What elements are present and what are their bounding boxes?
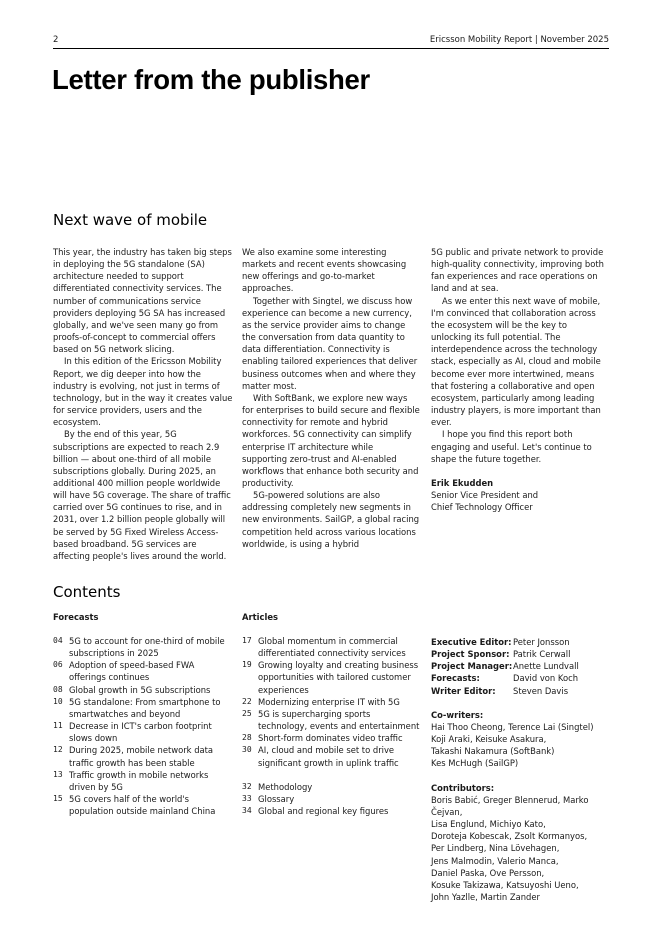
letter-paragraph: In this edition of the Ericsson Mobility Report, we dig deeper into how the industry is evolving, not just in terms of technology, but in the way it creates value for service providers, users and the ecosystem. xyxy=(53,356,233,428)
toc-item[interactable] xyxy=(242,793,422,805)
contributor-line: Boris Babić, Greger Blennerud, Marko Čejvan, xyxy=(431,794,589,817)
toc-title: 5G is supercharging sports technology, events and entertainment xyxy=(258,708,420,732)
credit-name: Anette Lundvall xyxy=(513,661,579,672)
toc-item[interactable] xyxy=(53,684,231,696)
toc-page-number: 13 xyxy=(53,769,63,779)
toc-page-number: 30 xyxy=(242,745,252,755)
forecasts-list xyxy=(53,635,231,817)
toc-title: 5G to account for one-third of mobile subscriptions in 2025 xyxy=(69,636,225,659)
toc-page-number: 33 xyxy=(242,793,252,803)
contributor-line: Doroteja Kobescak, Zsolt Kormanyos, xyxy=(431,831,588,842)
signature-name: Erik Ekudden xyxy=(431,477,494,488)
toc-item[interactable] xyxy=(242,781,422,793)
letter-paragraph: 5G public and private network to provide high-quality connectivity, improving both fan experiences and race operations on land and at sea. xyxy=(431,247,604,294)
letter-column-1 xyxy=(53,246,233,562)
toc-page-number: 17 xyxy=(242,636,252,645)
letter-paragraph: By the end of this year, 5G subscriptions are expected to reach 2.9 billion — about one-third of all mobile subscriptions globally. During 2025, an additional 400 million people worldwide will have 5G coverage. The share of traffic carried over 5G continues to rise, and in 2031, over 1.2 billion people globally will be served by 5G Fixed Wireless Access-based broadband. 5G services are affecting people's lives around the world. xyxy=(53,429,231,561)
toc-title: Modernizing enterprise IT with 5G xyxy=(258,696,400,707)
credit-row xyxy=(431,636,621,648)
header-divider xyxy=(53,48,609,49)
credit-row xyxy=(431,685,621,697)
page-title: Letter from the publisher xyxy=(52,64,370,95)
contributor-line: Jens Malmodin, Valerio Manca, xyxy=(431,855,559,866)
contents-heading: Contents xyxy=(53,583,121,601)
toc-page-number: 28 xyxy=(242,733,252,743)
toc-page-number: 22 xyxy=(242,696,252,706)
credit-row xyxy=(431,660,621,672)
credit-role: Project Manager: xyxy=(431,661,513,672)
toc-spacer xyxy=(242,769,422,781)
toc-item[interactable] xyxy=(53,659,231,683)
toc-item[interactable] xyxy=(53,769,231,793)
letter-paragraph: 5G-powered solutions are also addressing completely new segments in new environments. SailGP, a global racing competition held across various locations worldwide, is using a hybrid xyxy=(242,490,420,549)
cowriter-line: Koji Araki, Keisuke Asakura, xyxy=(431,734,547,745)
letter-paragraph: This year, the industry has taken big steps in deploying the 5G standalone (SA) architecture needed to support differentiated connectivity services. The number of communications service providers deploying 5G SA has increased globally, and we've seen many go from proofs-of-concept to commercial offers based on 5G network slicing. xyxy=(53,247,232,355)
toc-title: During 2025, mobile network data traffic growth has been stable xyxy=(69,745,214,768)
toc-title: 5G covers half of the world's population outside mainland China xyxy=(69,794,216,817)
letter-paragraph: I hope you find this report both engaging and useful. Let's continue to shape the future together. xyxy=(431,429,592,464)
letter-paragraph: With SoftBank, we explore new ways for enterprises to build secure and flexible connectivity for remote and hybrid workforces. 5G connectivity can simplify enterprise IT architecture while supporting zero-trust and AI-enabled workflows that enhance both security and productivity. xyxy=(242,392,420,488)
letter-heading: Next wave of mobile xyxy=(53,211,208,229)
cowriter-line: Hai Thoo Cheong, Terence Lai (Singtel) xyxy=(431,721,594,732)
cowriter-line: Kes McHugh (SailGP) xyxy=(431,758,519,769)
letter-column-2 xyxy=(242,246,420,550)
articles-list xyxy=(242,635,422,817)
cowriters-heading: Co-writers: xyxy=(431,709,484,720)
contributor-line: Daniel Paska, Ove Persson, xyxy=(431,867,545,878)
credit-row xyxy=(431,648,621,660)
forecasts-section xyxy=(53,612,231,817)
toc-page-number: 04 xyxy=(53,636,63,645)
toc-item[interactable] xyxy=(242,708,422,732)
toc-page-number: 25 xyxy=(242,708,252,718)
toc-title: Glossary xyxy=(258,793,295,804)
letter-column-3 xyxy=(431,246,609,513)
credit-name: Peter Jonsson xyxy=(513,637,570,647)
toc-item[interactable] xyxy=(53,744,231,768)
credit-name: Patrik Cerwall xyxy=(513,649,571,660)
contributor-line: Lisa Englund, Michiyo Kato, xyxy=(431,819,546,830)
toc-page-number: 15 xyxy=(53,794,63,804)
toc-title: Global and regional key figures xyxy=(258,806,389,817)
contributor-line: Per Lindberg, Nina Lövehagen, xyxy=(431,843,560,854)
letter-paragraph: We also examine some interesting markets and recent events showcasing new offerings and go-to-market approaches. xyxy=(242,247,407,294)
articles-section xyxy=(242,612,422,817)
cowriter-line: Takashi Nakamura (SoftBank) xyxy=(431,746,555,757)
credit-name: David von Koch xyxy=(513,673,579,684)
letter-paragraph: Together with Singtel, we discuss how experience can become a new currency, as the service provider aims to change the conversation from data quantity to data differentiation. Connectivity is enabling tailored experiences that deliver business outcomes when and where they matter most. xyxy=(242,295,418,391)
contributor-line: John Yazlle, Martin Zander xyxy=(431,891,540,902)
toc-item[interactable] xyxy=(53,696,231,720)
page-number: 2 xyxy=(53,35,59,45)
toc-page-number: 06 xyxy=(53,660,63,670)
toc-page-number: 12 xyxy=(53,745,63,755)
contributors-heading: Contributors: xyxy=(431,782,495,793)
credit-row xyxy=(431,672,621,684)
signature-title: Chief Technology Officer xyxy=(431,502,533,513)
toc-title: Adoption of speed-based FWA offerings continues xyxy=(69,660,195,683)
toc-page-number: 11 xyxy=(53,721,63,731)
signature-title: Senior Vice President and xyxy=(431,489,539,500)
toc-page-number: 08 xyxy=(53,684,63,694)
toc-title: Global growth in 5G subscriptions xyxy=(69,684,211,695)
toc-page-number: 19 xyxy=(242,660,252,670)
toc-item[interactable] xyxy=(242,744,422,768)
toc-item[interactable] xyxy=(53,793,231,817)
toc-title: AI, cloud and mobile set to drive significant growth in uplink traffic xyxy=(258,745,399,768)
toc-item[interactable] xyxy=(242,635,422,659)
credit-role: Forecasts: xyxy=(431,673,480,684)
toc-item[interactable] xyxy=(242,696,422,708)
toc-item[interactable] xyxy=(53,720,231,744)
toc-title: Growing loyalty and creating business opportunities with tailored customer experiences xyxy=(258,660,419,695)
toc-title: Traffic growth in mobile networks driven by 5G xyxy=(69,769,209,792)
toc-title: Decrease in ICT's carbon footprint slows down xyxy=(69,721,212,744)
credit-role: Project Sponsor: xyxy=(431,649,510,660)
toc-title: Methodology xyxy=(258,781,313,792)
letter-paragraph: As we enter this next wave of mobile, I'm convinced that collaboration across the ecosystem will be the key to unlocking its full potential. The interdependence across the technology stack, especially as AI, cloud and mobile become ever more intertwined, means that fostering a collaborative and open ecosystem, particularly among leading industry players, is more important than ever. xyxy=(431,295,601,428)
articles-heading: Articles xyxy=(242,612,278,622)
credit-name: Steven Davis xyxy=(513,685,569,696)
forecasts-heading: Forecasts xyxy=(53,612,99,622)
publication-header: Ericsson Mobility Report | November 2025 xyxy=(429,35,609,45)
toc-page-number: 32 xyxy=(242,781,252,791)
credit-role: Executive Editor: xyxy=(431,637,512,647)
credits-block xyxy=(431,636,621,903)
toc-title: Global momentum in commercial differentiated connectivity services xyxy=(258,636,406,659)
credit-role: Writer Editor: xyxy=(431,685,496,696)
toc-page-number: 10 xyxy=(53,696,63,706)
toc-item[interactable] xyxy=(242,805,422,817)
toc-item[interactable] xyxy=(53,635,231,659)
toc-item[interactable] xyxy=(242,659,422,695)
toc-title: 5G standalone: From smartphone to smartwatches and beyond xyxy=(69,696,221,719)
toc-page-number: 34 xyxy=(242,806,252,816)
toc-title: Short-form dominates video traffic xyxy=(258,733,403,744)
contributor-line: Kosuke Takizawa, Katsuyoshi Ueno, xyxy=(431,879,579,890)
toc-item[interactable] xyxy=(242,732,422,744)
